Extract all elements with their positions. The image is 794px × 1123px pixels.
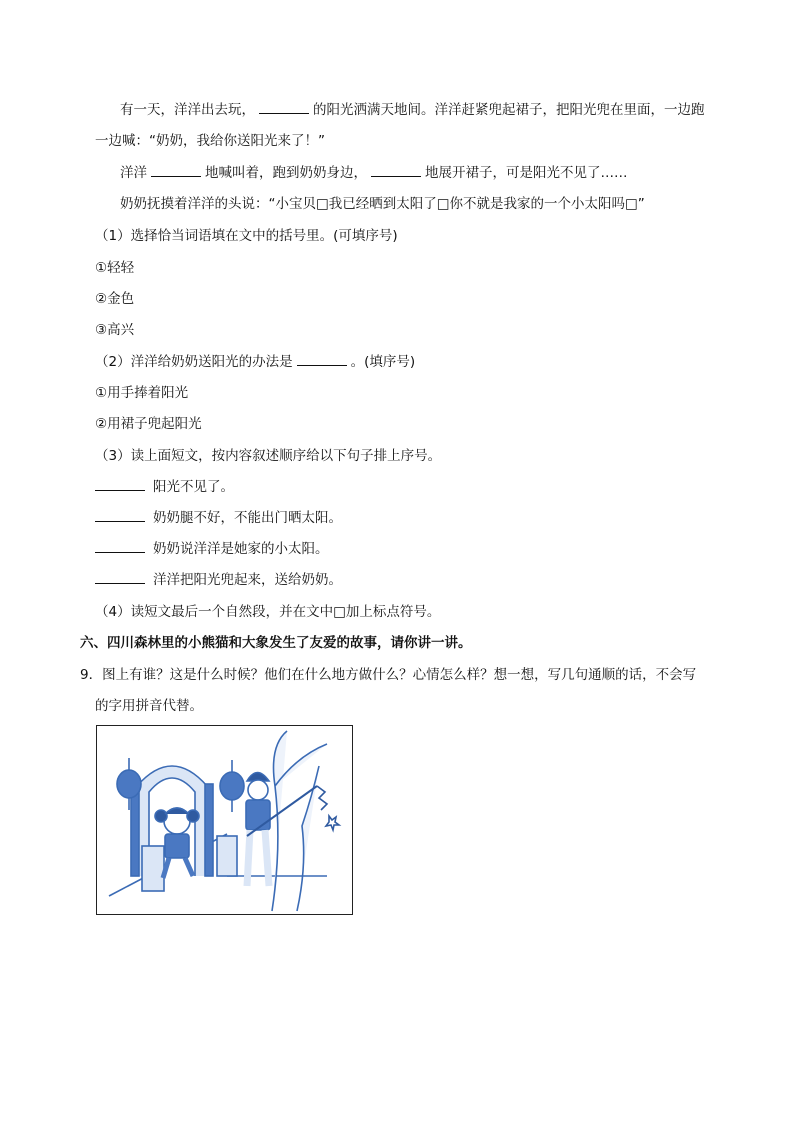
order-blank[interactable]: [95, 478, 145, 491]
q3-item: [95, 478, 234, 496]
passage-text: 有一天，洋洋出去玩，: [120, 102, 255, 118]
item-text: 洋洋把阳光兜起来，送给奶奶。: [153, 572, 342, 588]
item-text: 阳光不见了。: [153, 479, 234, 495]
question-9-line-2: [95, 697, 203, 715]
passage-text: 地喊叫着，跑到奶奶身边，: [205, 165, 367, 181]
answer-blank[interactable]: [297, 353, 347, 366]
answer-blank[interactable]: [371, 164, 421, 177]
passage-text: 奶奶抚摸着洋洋的头说：“小宝贝□我已经晒到太阳了□你不就是我家的一个小太阳吗□”: [120, 196, 645, 212]
illustration-frame: [96, 725, 353, 915]
passage-text: 洋洋: [120, 165, 147, 181]
q3-item: [95, 509, 342, 527]
item-text: 奶奶说洋洋是她家的小太阳。: [153, 541, 329, 557]
q1-option: ②金色: [95, 291, 135, 307]
question-9-line-1: [80, 666, 696, 684]
order-blank[interactable]: [95, 509, 145, 522]
question-text: 9．图上有谁？这是什么时候？他们在什么地方做什么？心情怎么样？想一想，写几句通顺的话，不会写: [80, 667, 697, 683]
question-text: （2）洋洋给奶奶送阳光的办法是: [95, 354, 293, 370]
question-text: （1）选择恰当词语填在文中的括号里。(可填序号): [95, 228, 398, 244]
children-firecracker-illustration: [97, 726, 351, 913]
section-heading: [80, 634, 472, 652]
passage-line-1: [120, 101, 705, 119]
q2-option: ①用手捧着阳光: [95, 385, 189, 401]
question-text: （3）读上面短文，按内容叙述顺序给以下句子排上序号。: [95, 448, 442, 464]
answer-blank[interactable]: [151, 164, 201, 177]
question-1-prompt: [95, 227, 398, 245]
question-text: 。(填序号): [350, 354, 416, 370]
order-blank[interactable]: [95, 571, 145, 584]
item-text: 奶奶腿不好，不能出门晒太阳。: [153, 510, 342, 526]
order-blank[interactable]: [95, 540, 145, 553]
q1-option: ③高兴: [95, 322, 135, 338]
question-3-prompt: [95, 447, 441, 465]
q3-item: [95, 540, 329, 558]
q2-option: ②用裙子兜起阳光: [95, 416, 202, 432]
answer-blank[interactable]: [259, 101, 309, 114]
passage-text: 的阳光洒满天地间。洋洋赶紧兜起裙子，把阳光兜在里面，一边跑: [313, 102, 705, 118]
passage-text: 一边喊：“奶奶，我给你送阳光来了！”: [95, 133, 325, 149]
passage-line-3: [120, 164, 628, 182]
question-2-prompt: [95, 353, 415, 371]
q3-item: [95, 571, 342, 589]
heading-text: 六、四川森林里的小熊猫和大象发生了友爱的故事，请你讲一讲。: [80, 635, 472, 651]
question-text: 的字用拼音代替。: [95, 698, 203, 714]
passage-line-4: [120, 195, 645, 213]
passage-text: 地展开裙子，可是阳光不见了……: [425, 165, 628, 181]
q1-option: ①轻轻: [95, 260, 135, 276]
question-4-prompt: [95, 603, 440, 621]
question-text: （4）读短文最后一个自然段，并在文中□加上标点符号。: [95, 604, 441, 620]
passage-line-2: [95, 132, 325, 150]
